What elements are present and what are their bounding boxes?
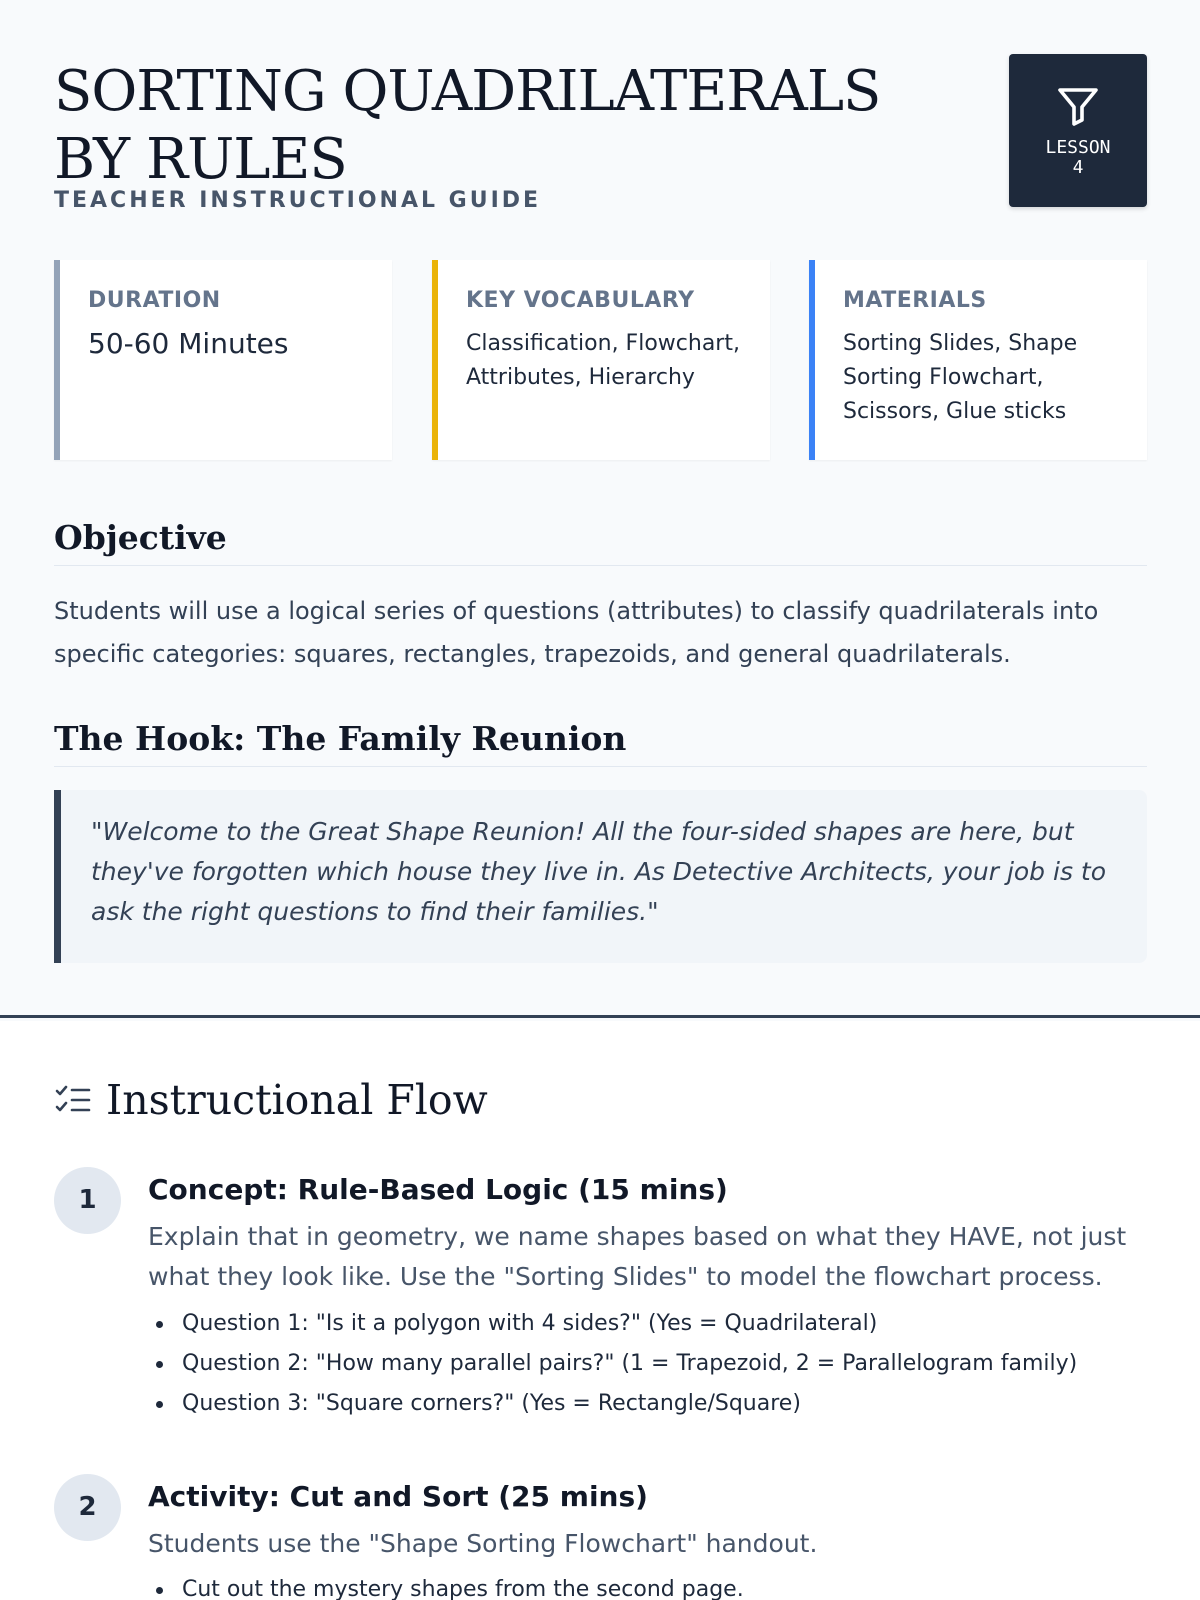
vocabulary-label: KEY VOCABULARY	[466, 288, 695, 313]
objective-text: Students will use a logical series of questions (attributes) to classify quadrilaterals into specific categories: squares, rectangles, trapezoids, and general quadrilaterals.	[54, 597, 1099, 668]
list-item: Question 3: "Square corners?" (Yes = Rectangle/Square)	[148, 1384, 1158, 1424]
hook-heading: The Hook: The Family Reunion	[54, 719, 1147, 767]
materials-card	[809, 260, 1147, 460]
page-title: SORTING QUADRILATERALS BY RULES	[54, 59, 881, 192]
step-bullet-list	[148, 1570, 1158, 1600]
lesson-label	[1009, 138, 1147, 178]
materials-value: Sorting Slides, Shape Sorting Flowchart, Scissors, Glue sticks	[843, 331, 1078, 424]
vocabulary-card	[432, 260, 770, 460]
objective-heading: Objective	[54, 518, 1147, 566]
materials-label: MATERIALS	[843, 288, 987, 313]
list-item: Question 1: "Is it a polygon with 4 sides?" (Yes = Quadrilateral)	[148, 1304, 1158, 1344]
hook-quote: "Welcome to the Great Shape Reunion! All the four-sided shapes are here, but they've forgotten which house they live in. As Detective Architects, your job is to ask the right questions to find their families."	[54, 790, 1147, 963]
step-title: Concept: Rule-Based Logic (15 mins)	[148, 1173, 728, 1206]
lesson-badge	[1009, 54, 1147, 207]
page-subtitle: TEACHER INSTRUCTIONAL GUIDE	[54, 188, 542, 213]
step-bullet-list	[148, 1304, 1158, 1424]
duration-card	[54, 260, 392, 460]
duration-label: DURATION	[88, 288, 221, 313]
step-description: Explain that in geometry, we name shapes based on what they HAVE, not just what they look like. Use the "Sorting Slides" to model the flowchart process.	[148, 1222, 1127, 1291]
vocabulary-value: Classification, Flowchart, Attributes, Hierarchy	[466, 331, 740, 390]
lesson-number: 4	[1072, 157, 1084, 178]
checklist-icon	[54, 1083, 92, 1117]
list-item: Question 2: "How many parallel pairs?" (1 = Trapezoid, 2 = Parallelogram family)	[148, 1344, 1158, 1384]
step-description: Students use the "Shape Sorting Flowchart" handout.	[148, 1529, 818, 1558]
list-item: Cut out the mystery shapes from the second page.	[148, 1570, 1158, 1600]
step-number: 2	[54, 1474, 121, 1541]
lesson-word: LESSON	[1045, 137, 1111, 158]
duration-value: 50-60 Minutes	[88, 327, 289, 360]
instructional-flow-heading	[54, 1076, 488, 1124]
filter-icon	[1054, 82, 1102, 130]
step-number: 1	[54, 1167, 121, 1234]
flow-heading-text: Instructional Flow	[106, 1076, 488, 1124]
step-title: Activity: Cut and Sort (25 mins)	[148, 1480, 648, 1513]
